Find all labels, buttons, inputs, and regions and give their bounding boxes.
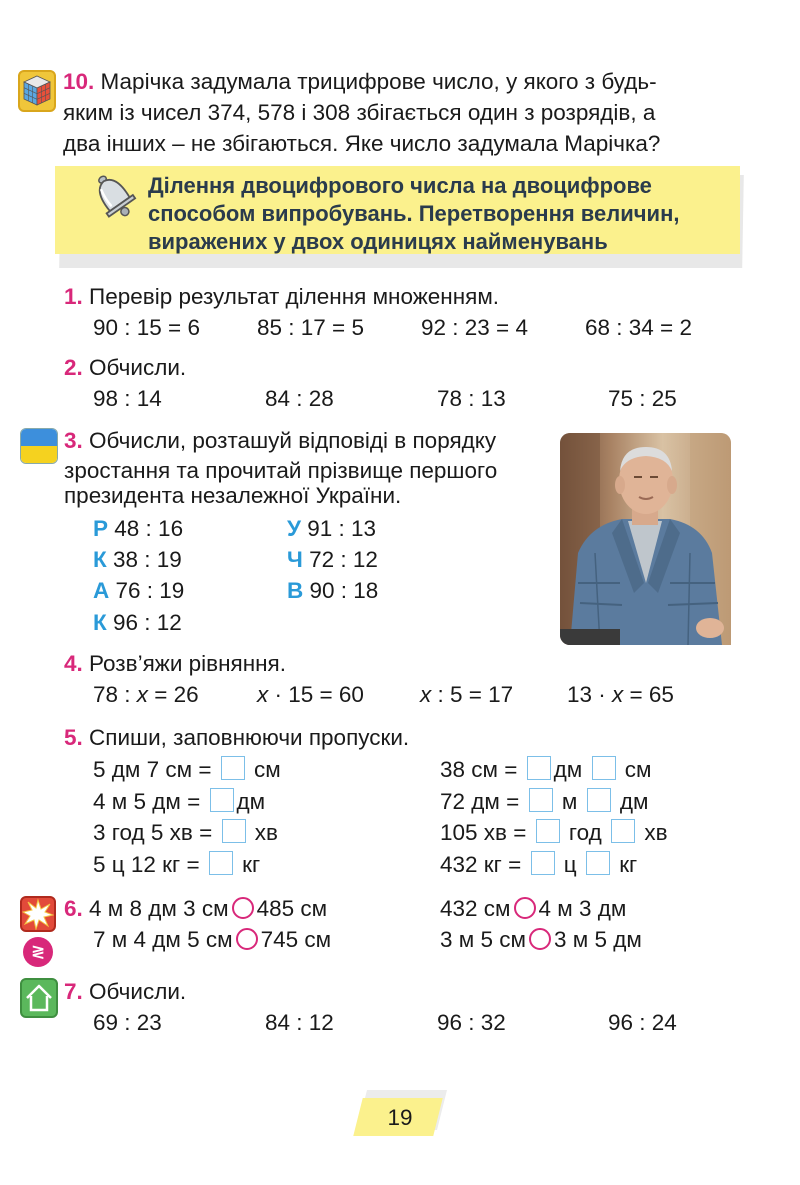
row-unit: дм bbox=[619, 789, 649, 814]
expr: 48 : 16 bbox=[114, 516, 184, 541]
row-pre: 38 см = bbox=[440, 757, 518, 782]
answer-box[interactable] bbox=[209, 851, 233, 875]
var-x: x bbox=[257, 682, 269, 707]
eq-part: : 5 = 17 bbox=[431, 682, 514, 707]
task10-number: 10. bbox=[63, 69, 95, 94]
row-unit: ц bbox=[563, 852, 577, 877]
task7-title bbox=[64, 976, 186, 1007]
row-unit: дм bbox=[553, 757, 583, 782]
task4-number: 4. bbox=[64, 651, 83, 676]
row-pre: 105 хв = bbox=[440, 820, 527, 845]
task6-number: 6. bbox=[64, 896, 83, 921]
task2-item: 78 : 13 bbox=[437, 386, 506, 411]
expr: 90 : 18 bbox=[309, 578, 379, 603]
task5-right-row bbox=[440, 849, 637, 880]
compare-circle[interactable] bbox=[529, 928, 551, 950]
row-unit: год bbox=[568, 820, 602, 845]
task7-item: 69 : 23 bbox=[93, 1010, 162, 1035]
task3-item-k1 bbox=[93, 544, 182, 575]
task10-line1 bbox=[63, 66, 657, 97]
task1-item: 68 : 34 = 2 bbox=[585, 315, 692, 340]
answer-box[interactable] bbox=[611, 819, 635, 843]
row-unit: дм bbox=[236, 789, 266, 814]
task1-item: 85 : 17 = 5 bbox=[257, 315, 364, 340]
row-unit: кг bbox=[619, 852, 638, 877]
answer-box[interactable] bbox=[586, 851, 610, 875]
compare-right: 4 м 3 дм bbox=[538, 896, 627, 921]
task7-item: 96 : 32 bbox=[437, 1010, 506, 1035]
task2-title-text: Обчисли. bbox=[89, 355, 187, 380]
expr: 72 : 12 bbox=[309, 547, 378, 572]
task5-left-row bbox=[93, 817, 278, 848]
task3-item-a bbox=[93, 575, 184, 606]
task3-line2: зростання та прочитай прізвище першого bbox=[64, 458, 498, 483]
task3-item-v bbox=[287, 575, 378, 606]
task4-equation bbox=[257, 679, 364, 710]
task1-item: 92 : 23 = 4 bbox=[421, 315, 528, 340]
task5-number: 5. bbox=[64, 725, 83, 750]
eq-part: = 65 bbox=[623, 682, 674, 707]
expr: 96 : 12 bbox=[113, 610, 182, 635]
compare-circle[interactable] bbox=[236, 928, 258, 950]
task10-line2: яким із чисел 374, 578 і 308 збігається один з розрядів, а bbox=[63, 100, 656, 125]
task7-number: 7. bbox=[64, 979, 83, 1004]
task1-title bbox=[64, 281, 499, 312]
letter: В bbox=[287, 578, 304, 603]
row-pre: 3 год 5 хв = bbox=[93, 820, 213, 845]
answer-box[interactable] bbox=[592, 756, 616, 780]
letter: К bbox=[93, 547, 107, 572]
task10-text1: Марічка задумала трицифрове число, у якого з будь- bbox=[100, 69, 657, 94]
task5-left-row bbox=[93, 786, 265, 817]
answer-box[interactable] bbox=[531, 851, 555, 875]
row-unit: м bbox=[561, 789, 578, 814]
task4-equation bbox=[420, 679, 513, 710]
answer-box[interactable] bbox=[210, 788, 234, 812]
answer-box[interactable] bbox=[587, 788, 611, 812]
task2-number: 2. bbox=[64, 355, 83, 380]
row-unit: см bbox=[254, 757, 281, 782]
task5-right-row bbox=[440, 817, 668, 848]
banner-line1: Ділення двоцифрового числа на двоцифрове bbox=[148, 173, 652, 198]
task3-item-ch bbox=[287, 544, 378, 575]
compare-right: 745 см bbox=[260, 927, 332, 952]
task10-line3: два інших – не збігаються. Яке число задумала Марічка? bbox=[63, 131, 661, 156]
task4-equation bbox=[567, 679, 674, 710]
task3-text1: Обчисли, розташуй відповіді в порядку bbox=[89, 428, 497, 453]
task1-number: 1. bbox=[64, 284, 83, 309]
answer-box[interactable] bbox=[221, 756, 245, 780]
task4-title-text: Розв’яжи рівняння. bbox=[89, 651, 286, 676]
compare-right: 485 см bbox=[256, 896, 328, 921]
task4-title bbox=[64, 648, 286, 679]
task3-item-u bbox=[287, 513, 376, 544]
compare-left: 3 м 5 см bbox=[440, 927, 526, 952]
eq-part: 13 · bbox=[567, 682, 613, 707]
compare-circle[interactable] bbox=[514, 897, 536, 919]
task3-item-k2 bbox=[93, 607, 182, 638]
task4-equation bbox=[93, 679, 199, 710]
banner-line3: виражених у двох одиницях найменувань bbox=[148, 229, 608, 254]
expr: 91 : 13 bbox=[307, 516, 377, 541]
expr: 38 : 19 bbox=[113, 547, 182, 572]
answer-box[interactable] bbox=[222, 819, 246, 843]
letter: У bbox=[287, 516, 301, 541]
task2-item: 75 : 25 bbox=[608, 386, 677, 411]
row-unit: хв bbox=[644, 820, 668, 845]
task3-line3: президента незалежної України. bbox=[64, 483, 402, 508]
page-number: 19 bbox=[387, 1105, 413, 1130]
eq-part: = 26 bbox=[148, 682, 199, 707]
task7-title-text: Обчисли. bbox=[89, 979, 187, 1004]
row-pre: 5 ц 12 кг = bbox=[93, 852, 200, 877]
compare-left: 4 м 8 дм 3 см bbox=[89, 896, 229, 921]
task2-title bbox=[64, 352, 186, 383]
task5-title-text: Спиши, заповнюючи пропуски. bbox=[89, 725, 410, 750]
task5-left-row bbox=[93, 754, 281, 785]
compare-sign-icon: ≷ bbox=[23, 937, 53, 967]
letter: А bbox=[93, 578, 110, 603]
task6-row bbox=[440, 893, 626, 924]
task6-row bbox=[93, 924, 331, 955]
row-pre: 432 кг = bbox=[440, 852, 522, 877]
answer-box[interactable] bbox=[536, 819, 560, 843]
banner-line2: способом випробувань. Перетворення величин, bbox=[148, 201, 680, 226]
letter: Ч bbox=[287, 547, 303, 572]
row-unit: хв bbox=[254, 820, 278, 845]
var-x: x bbox=[136, 682, 149, 707]
task6-row bbox=[64, 893, 327, 924]
bell-icon bbox=[88, 168, 140, 224]
task2-item: 98 : 14 bbox=[93, 386, 162, 411]
task3-item-r bbox=[93, 513, 183, 544]
home-icon bbox=[20, 978, 58, 1018]
row-unit: кг bbox=[242, 852, 261, 877]
compare-left: 7 м 4 дм 5 см bbox=[93, 927, 233, 952]
ukraine-flag-icon bbox=[20, 428, 58, 464]
task5-title bbox=[64, 722, 409, 753]
letter: К bbox=[93, 610, 107, 635]
row-unit: см bbox=[624, 757, 652, 782]
row-pre: 72 дм = bbox=[440, 789, 520, 814]
expr: 76 : 19 bbox=[115, 578, 185, 603]
task2-item: 84 : 28 bbox=[265, 386, 334, 411]
task6-row bbox=[440, 924, 642, 955]
answer-box[interactable] bbox=[529, 788, 553, 812]
compare-circle[interactable] bbox=[232, 897, 254, 919]
answer-box[interactable] bbox=[527, 756, 551, 780]
task1-title-text: Перевір результат ділення множенням. bbox=[89, 284, 500, 309]
row-pre: 4 м 5 дм = bbox=[93, 789, 201, 814]
task5-right-row bbox=[440, 786, 648, 817]
task1-item: 90 : 15 = 6 bbox=[93, 315, 200, 340]
task5-right-row bbox=[440, 754, 652, 785]
compare-left: 432 см bbox=[440, 896, 511, 921]
letter: Р bbox=[93, 516, 109, 541]
task7-item: 84 : 12 bbox=[265, 1010, 334, 1035]
var-x: x bbox=[612, 682, 624, 707]
task7-item: 96 : 24 bbox=[608, 1010, 677, 1035]
var-x: x bbox=[420, 682, 432, 707]
task5-left-row bbox=[93, 849, 260, 880]
cube-puzzle-icon bbox=[18, 70, 56, 112]
task3-line1 bbox=[64, 425, 496, 456]
eq-part: · 15 = 60 bbox=[268, 682, 364, 707]
task3-number: 3. bbox=[64, 428, 83, 453]
row-pre: 5 дм 7 см = bbox=[93, 757, 212, 782]
starburst-icon bbox=[20, 896, 56, 932]
president-portrait-photo bbox=[560, 433, 731, 645]
compare-right: 3 м 5 дм bbox=[553, 927, 642, 952]
eq-part: 78 : bbox=[93, 682, 137, 707]
